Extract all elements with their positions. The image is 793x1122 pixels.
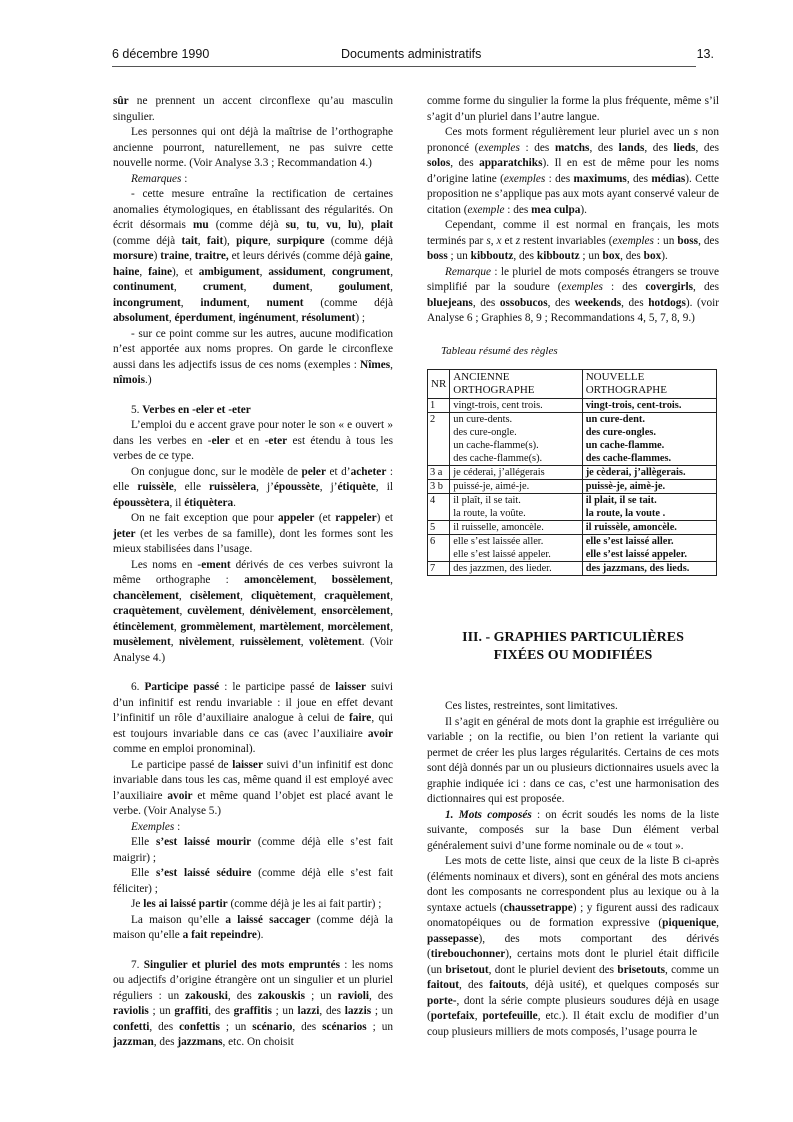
table-cell-new: puissè-je, aimè-je.	[582, 480, 716, 494]
table-cell-new: je cèderai, j’allègerais.	[582, 466, 716, 480]
table-header-row	[428, 370, 717, 399]
left-column-paragraph: sûr ne prennent un accent circonflexe qu’au masculin singulier.	[113, 95, 393, 123]
section-title	[427, 629, 719, 665]
header-date: 6 décembre 1990	[112, 47, 210, 61]
table-header-nr: NR	[428, 370, 450, 399]
table-row	[428, 535, 717, 562]
table-row	[428, 466, 717, 480]
left-column-paragraph: Remarques :	[131, 172, 188, 185]
table-row	[428, 413, 717, 466]
left-column-paragraph: On conjugue donc, sur le modèle de peler et d’acheter : elle ruissèle, elle ruissèlera, j’époussète, j’étiquète, il époussètera, il étiquètera.	[113, 465, 393, 509]
table-cell-new: vingt-trois, cent-trois.	[582, 399, 716, 413]
left-column-paragraph: - sur ce point comme sur les autres, aucune modification n’est apportée aux noms propres. On garde le circonflexe aussi dans les adjectifs issus de ces noms (exemples : Nîmes, nîmois.)	[113, 327, 393, 386]
left-column	[113, 94, 393, 1051]
section-iii-paragraph: Les mots de cette liste, ainsi que ceux de la liste B ci-après (éléments nominaux et divers), sont en général des mots anciens dont les composants ne correspondent plus au lexique ou à la syntaxe actuels (chaussetrappe) ; y figurent aussi des radicaux onomatopéiques ou de formation expressive (piquenique, passepasse), des mots comportant des dérivés (tirebouchonner), certains mots dont le pluriel était difficile (un brisetout, dont le pluriel devient des brisetouts, comme un faitout, des faitouts, déjà usité), et quelques composés sur porte-, dont la série compte plusieurs soudures déjà en usage (portefaix, portefeuille, etc.). Il était exclu de modifier d’un coup plusieurs milliers de mots composés, l’usage pourra le	[427, 855, 719, 1038]
right-column-top-text	[427, 94, 719, 327]
table-caption: Tableau résumé des règles	[441, 344, 558, 357]
left-column-paragraph: L’emploi du e accent grave pour noter le son « e ouvert » dans les verbes en -eler et en -eter est étendu à tous les verbes de ce type.	[113, 419, 393, 462]
table-row	[428, 480, 717, 494]
table-cell-new: elle s’est laissé aller. elle s’est laissé appeler.	[582, 535, 716, 562]
table-row	[428, 399, 717, 413]
table-cell-new: il ruissèle, amoncèle.	[582, 521, 716, 535]
table-cell-old: il ruisselle, amoncèle.	[450, 521, 582, 535]
right-column-paragraph: Ces mots forment régulièrement leur pluriel avec un s non prononcé (exemples : des matchs, des lands, des lieds, des solos, des apparatchiks). Il en est de même pour les noms d’origine latine (exemples : des maximums, des médias). Cette proposition ne s’applique pas aux mots ayant conservé valeur de citation (exemple : des mea culpa).	[427, 126, 719, 216]
right-column-paragraph: comme forme du singulier la forme la plus fréquente, même s’il s’agit d’un pluriel dans l’autre langue.	[427, 95, 719, 123]
left-column-paragraph: Elle s’est laissé mourir (comme déjà elle s’est fait maigrir) ;	[113, 836, 393, 864]
right-column-paragraph: Cependant, comme il est normal en français, les mots terminés par s, x et z restent invariables (exemples : un boss, des boss ; un kibboutz, des kibboutz ; un box, des box).	[427, 219, 719, 262]
table-cell-old: puissé-je, aimé-je.	[450, 480, 582, 494]
table-cell-nr: 4	[428, 494, 450, 521]
table-cell-nr: 3 a	[428, 466, 450, 480]
section-iii-paragraph: 1. Mots composés : on écrit soudés les noms de la liste suivante, composés sur la base Dun élément verbal généralement suivi d’une forme nominale ou de « tout ».	[427, 808, 719, 852]
header-title: Documents administratifs	[341, 47, 482, 61]
section-title-line2: FIXÉES OU MODIFIÉES	[493, 648, 653, 663]
section-title-line1: III. - GRAPHIES PARTICULIÈRES	[462, 630, 684, 645]
table-cell-nr: 1	[428, 399, 450, 413]
left-column-paragraph: Exemples :	[131, 820, 181, 833]
table-cell-new: des jazzmans, des lieds.	[582, 562, 716, 576]
section-iii-paragraph: Ces listes, restreintes, sont limitatives.	[445, 700, 618, 712]
section-iii-paragraph: Il s’agit en général de mots dont la graphie est irrégulière ou variable ; on la rectifie, ou bien l’on retient la variante qui permet de créer les plus larges régularités. Certains de ces mots sont déjà donnés par un ou plusieurs dictionnaires usuels avec la graphie indiquée ici : dans ce cas, c’est une harmonisation des dictionnaires qui est proposée.	[427, 715, 719, 805]
table-row	[428, 562, 717, 576]
table-body	[428, 399, 717, 576]
left-column-paragraph: Les personnes qui ont déjà la maîtrise de l’orthographe ancienne pourront, naturellement, ne pas suivre cette nouvelle norme. (Voir Analyse 3.3 ; Recommandation 4.)	[113, 126, 393, 169]
rules-summary-table	[427, 369, 717, 576]
header-rule	[112, 66, 696, 67]
table-cell-old: il plaît, il se tait. la route, la voûte.	[450, 494, 582, 521]
page-header	[112, 47, 714, 67]
right-column-bottom-text	[427, 699, 719, 1040]
right-column-paragraph: Remarque : le pluriel de mots composés étrangers se trouve simplifié par la soudure (exemples : des covergirls, des bluejeans, des ossobucos, des weekends, des hotdogs). (voir Analyse 6 ; Graphies 8, 9 ; Recommandations 4, 5, 7, 8, 9.)	[427, 265, 719, 324]
table-cell-nr: 6	[428, 535, 450, 562]
table-cell-old: elle s’est laissée aller. elle s’est laissé appeler.	[450, 535, 582, 562]
table-cell-old: je céderai, j’allégerais	[450, 466, 582, 480]
left-column-paragraph: Le participe passé de laisser suivi d’un infinitif est donc invariable dans tous les cas, même quand il est employé avec l’auxiliaire avoir et même quand l’objet est placé avant le verbe. (Voir Analyse 5.)	[113, 758, 393, 817]
table-cell-nr: 3 b	[428, 480, 450, 494]
table-cell-old: vingt-trois, cent trois.	[450, 399, 582, 413]
left-column-paragraph: La maison qu’elle a laissé saccager (comme déjà la maison qu’elle a fait repeindre).	[113, 913, 393, 941]
table-cell-new: un cure-dent. des cure-ongles. un cache-flamme. des cache-flammes.	[582, 413, 716, 466]
table-cell-nr: 5	[428, 521, 450, 535]
table-header-new: NOUVELLE ORTHOGRAPHE	[582, 370, 716, 399]
left-column-paragraph: 7. Singulier et pluriel des mots empruntés : les noms ou adjectifs d’origine étrangère ont un singulier et un pluriel réguliers : un zakouski, des zakouskis ; un ravioli, des raviolis ; un graffiti, des graffitis ; un lazzi, des lazzis ; un confetti, des confettis ; un scénario, des scénarios ; un jazzman, des jazzmans, etc. On choisit	[113, 958, 394, 1048]
table-cell-old: un cure-dents. des cure-ongle. un cache-flamme(s). des cache-flamme(s).	[450, 413, 582, 466]
left-column-paragraph: 6. Participe passé : le participe passé de laisser suivi d’un infinitif est rendu invariable : il joue en effet devant l’infinitif un rôle d’auxiliaire analogue à celui de faire, qui est toujours invariable dans ce cas (avec l’auxiliaire avoir comme en emploi pronominal).	[113, 681, 394, 755]
table-cell-new: il plait, il se tait. la route, la voute .	[582, 494, 716, 521]
left-column-paragraph: Elle s’est laissé séduire (comme déjà elle s’est fait féliciter) ;	[113, 867, 393, 895]
left-column-paragraph: Les noms en -ement dérivés de ces verbes suivront la même orthographe : amoncèlement, bossèlement, chancèlement, cisèlement, cliquètement, craquèlement, craquètement, cuvèlement, dénivèlement, ensorcèlement, étincèlement, grommèlement, martèlement, morcèlement, musèlement, nivèlement, ruissèlement, volètement. (Voir Analyse 4.)	[113, 558, 394, 664]
header-page-number: 13.	[696, 47, 714, 61]
table-cell-old: des jazzmen, des lieder.	[450, 562, 582, 576]
table-row	[428, 521, 717, 535]
left-column-paragraph: Je les ai laissé partir (comme déjà je les ai fait partir) ;	[131, 898, 382, 910]
left-column-paragraph: On ne fait exception que pour appeler (et rappeler) et jeter (et les verbes de sa famille), dont les formes sont les mieux stabilisées dans l’usage.	[113, 512, 393, 555]
table-cell-nr: 7	[428, 562, 450, 576]
table-header-old: ANCIENNE ORTHOGRAPHE	[450, 370, 582, 399]
table-cell-nr: 2	[428, 413, 450, 466]
left-column-paragraph: 5. Verbes en -eler et -eter	[131, 403, 251, 416]
right-column	[427, 94, 719, 1040]
left-column-paragraph: - cette mesure entraîne la rectification de certaines anomalies étymologiques, en établissant des régularités. On écrit désormais mu (comme déjà su, tu, vu, lu), plait (comme déjà tait, fait), piqure, surpiqure (comme déjà morsure) traine, traitre, et leurs dérivés (comme déjà gaine, haine, faine), et ambigument, assidument, congrument, continument, crument, dument, goulument, incongrument, indument, nument (comme déjà absolument, éperdument, ingénument, résolument) ;	[113, 188, 394, 324]
table-row	[428, 494, 717, 521]
